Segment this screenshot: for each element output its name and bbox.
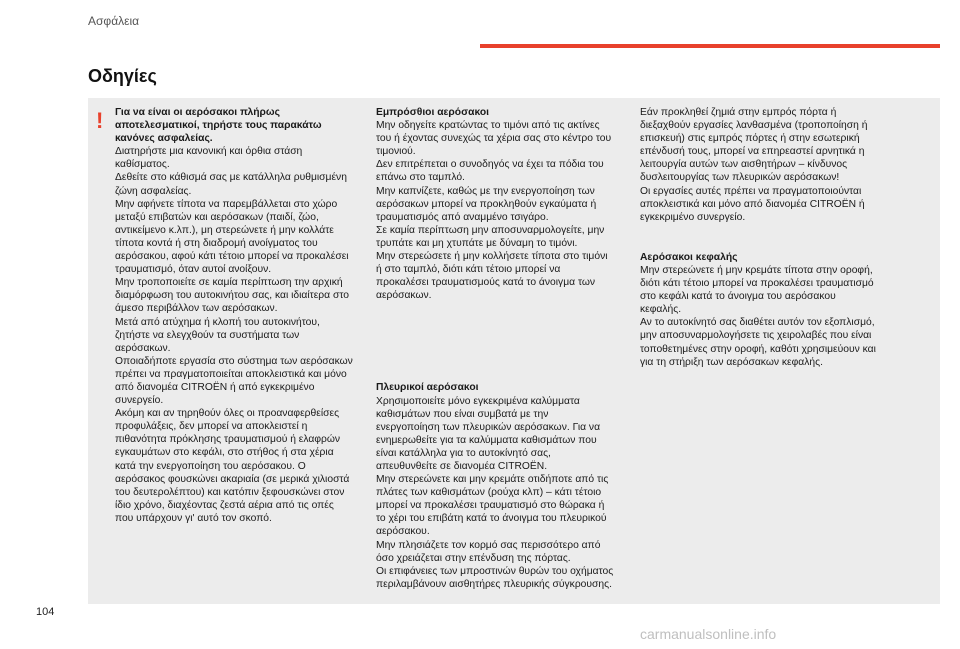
paragraph: Μην στερεώνετε ή μην κρεμάτε τίποτα στην οροφή, διότι κάτι τέτοιο μπορεί να προκαλέσει τραυματισμό στο κεφάλι κατά το άνοιγμα του αερόσακου κεφαλής. — [640, 264, 874, 316]
paragraph: Μετά από ατύχημα ή κλοπή του αυτοκινήτου, ζητήστε να ελεγχθούν τα συστήματα των αερόσακων. — [115, 316, 320, 354]
page-number: 104 — [36, 606, 55, 618]
paragraph: Σε καμία περίπτωση μην αποσυναρμολογείτε, μην τρυπάτε και μη χτυπάτε με δύναμη το τιμόνι. — [376, 224, 605, 249]
paragraph: Μην οδηγείτε κρατώντας το τιμόνι από τις ακτίνες του ή έχοντας συνεχώς τα χέρια σας στο κέντρο του τιμονιού. — [376, 120, 612, 158]
paragraph: Χρησιμοποιείτε μόνο εγκεκριμένα καλύμματα καθισμάτων που είναι συμβατά με την ενεργοποίηση των πλευρικών αερόσακων. Για να ενημερωθείτε για τα καλύμματα καθισμάτων που είναι κατάλληλα για το αυτοκίνητό σας, απευθυνθείτε σε διανομέα CITROËN. — [376, 395, 601, 472]
safety-rules-heading: Για να είναι οι αερόσακοι πλήρως αποτελεσματικοί, τηρήστε τους παρακάτω κανόνες ασφαλείας. — [115, 107, 322, 145]
paragraph: Διατηρήστε μια κανονική και όρθια στάση καθίσματος. — [115, 146, 303, 171]
section-spacer — [376, 302, 614, 381]
paragraph: Μην πλησιάζετε τον κορμό σας περισσότερο από όσο χρειάζεται στην επένδυση της πόρτας. — [376, 539, 601, 564]
paragraph: Εάν προκληθεί ζημιά στην εμπρός πόρτα ή διεξαχθούν εργασίες λανθασμένα (τροποποίηση ή επισκευή) στις εμπρός πόρτες ή στην εσωτερική επένδυσή τους, μπορεί να επηρεαστεί αρνητικά η λειτουργία αυτών των αισθητήρων – κίνδυνος δυσλειτουργίας των πλευρικών αερόσακων! — [640, 107, 868, 184]
paragraph: Μην τροποποιείτε σε καμία περίπτωση την αρχική διαμόρφωση του αυτοκινήτου σας, και ιδιαίτερα στο άμεσο περιβάλλον των αερόσακων. — [115, 277, 349, 315]
column-middle — [376, 106, 614, 591]
page-title: Οδηγίες — [88, 66, 157, 86]
paragraph: Μην αφήνετε τίποτα να παρεμβάλλεται στο χώρο μεταξύ επιβατών και αερόσακων (παιδί, ζώο, αντικείμενο κ.λπ.), μη στερεώνετε ή μην κολλάτε τίποτα κοντά ή στη διαδρομή ανοίγματος του αερόσακου, αφού κάτι τέτοιο μπορεί να προκαλέσει τραυματισμό, όταν αυτοί ανοίξουν. — [115, 198, 349, 276]
curtain-airbags-heading: Αερόσακοι κεφαλής — [640, 251, 738, 263]
paragraph: Οι επιφάνειες των μπροστινών θυρών του οχήματος περιλαμβάνουν αισθητήρες πλευρικής σύγκρουσης. — [376, 565, 614, 590]
column-right — [640, 106, 878, 369]
side-airbags-heading: Πλευρικοί αερόσακοι — [376, 382, 479, 394]
watermark: carmanualsonline.info — [640, 626, 777, 642]
warning-icon: ! — [96, 108, 104, 133]
content-panel — [88, 98, 940, 604]
paragraph: Οι εργασίες αυτές πρέπει να πραγματοποιούνται αποκλειστικά και μόνο από διανομέα CITROËN ή εγκεκριμένο συνεργείο. — [640, 185, 865, 223]
paragraph: Μην στερεώνετε και μην κρεμάτε οτιδήποτε από τις πλάτες των καθισμάτων (ρούχα κλπ) – κάτι τέτοιο μπορεί να προκαλέσει τραυματισμό στο θώρακα ή το χέρι του επιβάτη κατά το άνοιγμα του πλευρικού αερόσακου. — [376, 474, 609, 538]
paragraph: Ακόμη και αν τηρηθούν όλες οι προαναφερθείσες προφυλάξεις, δεν μπορεί να αποκλειστεί η πιθανότητα πρόκλησης τραυματισμού ή ελαφρών εγκαυμάτων στο κεφάλι, στο στήθος ή στα χέρια κατά την ενεργοποίηση του αερόσακου. Ο αερόσακος φουσκώνει ακαριαία (σε μερικά χιλιοστά του δευτερολέπτου) και κατόπιν ξεφουσκώνει στον ίδιο χρόνο, διαχέοντας ζεστά αέρια από τις οπές που υπάρχουν γι' αυτό τον σκοπό. — [115, 408, 350, 524]
paragraph: Αν το αυτοκίνητό σας διαθέτει αυτόν τον εξοπλισμό, μην αποσυναρμολογήσετε τις χειρολαβές που είναι τοποθετημένες στην οροφή, καθότι χρησιμεύουν και για τη στήριξη των αερόσακων κεφαλής. — [640, 317, 876, 368]
paragraph: Δεν επιτρέπεται ο συνοδηγός να έχει τα πόδια του επάνω στο ταμπλό. — [376, 159, 604, 184]
paragraph: Μην στερεώσετε ή μην κολλήσετε τίποτα στο τιμόνι ή στο ταμπλό, διότι κάτι τέτοιο μπορεί να προκαλέσει τραυματισμούς κατά το άνοιγμα των αερόσακων. — [376, 251, 608, 302]
section-spacer — [640, 224, 878, 251]
paragraph: Μην καπνίζετε, καθώς με την ενεργοποίηση των αερόσακων μπορεί να προκληθούν εγκαύματα ή τραυματισμός από αναμμένο τσιγάρο. — [376, 185, 597, 223]
column-left — [115, 106, 353, 525]
front-airbags-heading: Εμπρόσθιοι αερόσακοι — [376, 107, 489, 118]
paragraph: Οποιαδήποτε εργασία στο σύστημα των αερόσακων πρέπει να πραγματοποιείται αποκλειστικά και μόνο από διανομέα CITROËN ή από εγκεκριμένο συνεργείο. — [115, 355, 353, 407]
section-label: Ασφάλεια — [88, 14, 140, 28]
paragraph: Δεθείτε στο κάθισμά σας με κατάλληλα ρυθμισμένη ζώνη ασφαλείας. — [115, 172, 347, 197]
accent-bar — [480, 44, 940, 48]
